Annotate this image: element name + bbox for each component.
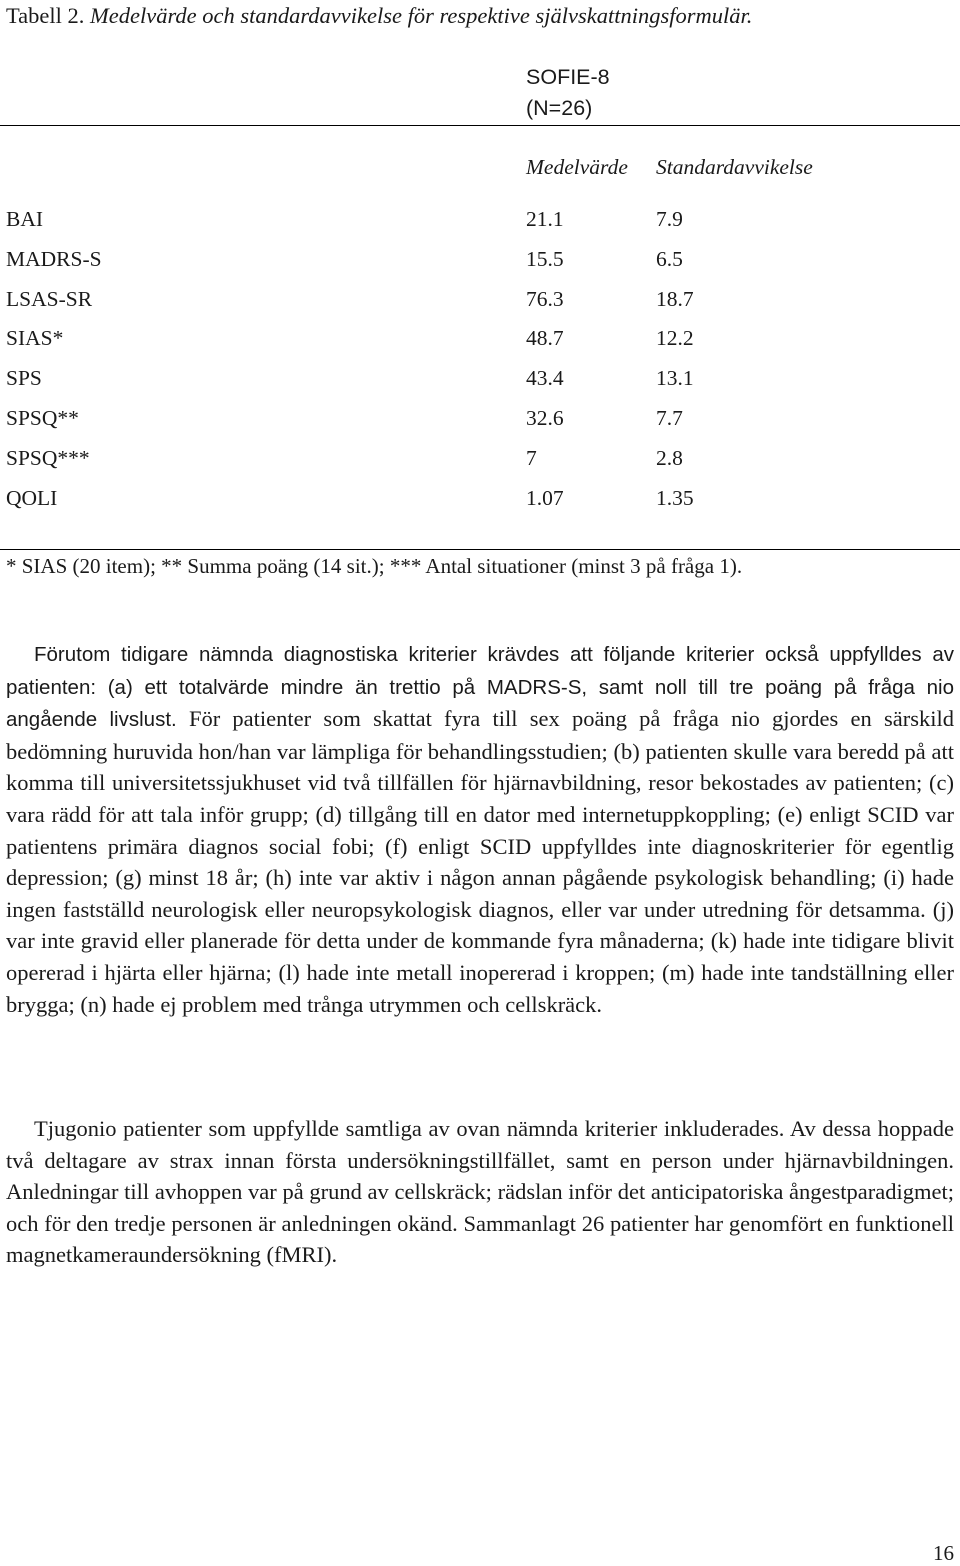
mean-cell: 21.1	[526, 207, 564, 231]
criteria-intro-text: Förutom tidigare nämnda diagnostiska kriterier krävdes att följande kriterier också uppfylldes av patienten: (a) ett totalvärde mindre än trettio på MADRS-S, samt noll till tre poäng på fråga nio angående livslust.	[6, 643, 954, 732]
sd-cell: 18.7	[656, 286, 694, 311]
column-header-sd: Standardavvikelse	[656, 155, 813, 179]
table-row	[0, 325, 960, 365]
sd-cell: 7.7	[656, 405, 683, 430]
measure-cell: SIAS*	[6, 326, 64, 351]
mean-cell: 43.4	[526, 366, 564, 391]
mean-cell: 76.3	[526, 286, 564, 311]
sd-cell: 6.5	[656, 246, 683, 271]
group-n: (N=26)	[526, 96, 593, 120]
table-row	[0, 485, 960, 525]
table-row	[0, 405, 960, 445]
table-top-rule	[0, 125, 960, 126]
sd-cell: 7.9	[656, 207, 683, 231]
mean-cell: 1.07	[526, 485, 564, 510]
table-row	[0, 365, 960, 405]
body-paragraph-criteria	[6, 638, 954, 1020]
table-caption-text: Medelvärde och standardavvikelse för respektive självskattningsformulär.	[90, 3, 753, 28]
table-row	[0, 445, 960, 485]
measure-cell: SPS	[6, 366, 42, 391]
measure-cell: LSAS-SR	[6, 286, 93, 311]
table-footnote: * SIAS (20 item); ** Summa poäng (14 sit.); *** Antal situationer (minst 3 på fråga 1).	[6, 554, 743, 578]
body-paragraph-participants: Tjugonio patienter som uppfyllde samtliga av ovan nämnda kriterier inkluderades. Av dessa hoppade två deltagare av strax innan första undersökningstillfället, samt en person under hjärnavbildningen. Anledningar till avhoppen var på grund av cellskräck; rädslan inför det anticipatoriska ångestparadigmet; och för den tredje personen är anledningen okänd. Sammanlagt 26 patienter har genomfört en funktionell magnetkameraundersökning (fMRI).	[6, 1116, 954, 1268]
measure-cell: SPSQ***	[6, 445, 90, 470]
table-row	[0, 286, 960, 326]
page-number: 16	[933, 1541, 954, 1565]
table-row	[0, 246, 960, 286]
criteria-list-text: För patienter som skattat fyra till sex poäng på fråga nio gjordes en särskild bedömning huruvida hon/han var lämpliga för behandlingsstudien; (b) patienten skulle vara beredd på att komma till universitetssjukhuset vid två tillfällen för hjärnavbildning, resor bekostades av patienten; (c) vara rädd för att tala inför grupp; (d) tillgång till en dator med internetuppkoppling; (e) enligt SCID var patientens primära diagnos social fobi; (f) enligt SCID uppfylldes inte diagnoskriterier för egentlig depression; (g) minst 18 år; (h) inte var aktiv i någon annan pågående psykologisk behandling; (i) hade ingen fastställd neurologisk eller neuropsykologisk diagnos, eller var under utredning för detsamma. (j) var inte gravid eller planerade för detta under de kommande fyra månaderna; (k) hade inte tidigare blivit opererad i hjärta eller hjärna; (l) hade inte metall inopererad i kroppen; (m) hade inte tandställning eller brygga; (n) hade ej problem med trånga utrymmen och cellskräck.	[6, 706, 954, 1017]
measure-cell: SPSQ**	[6, 405, 79, 430]
mean-cell: 48.7	[526, 326, 564, 351]
table-group-header	[526, 62, 610, 124]
column-header-mean: Medelvärde	[526, 155, 628, 179]
sd-cell: 12.2	[656, 326, 694, 351]
table-row	[0, 206, 960, 246]
table-caption	[6, 2, 752, 30]
table-body	[0, 206, 960, 524]
table-caption-label: Tabell 2.	[6, 3, 91, 28]
mean-cell: 7	[526, 445, 537, 470]
sd-cell: 2.8	[656, 445, 683, 470]
sd-cell: 13.1	[656, 366, 694, 391]
group-label: SOFIE-8	[526, 65, 610, 89]
table-bottom-rule	[0, 549, 960, 550]
mean-cell: 32.6	[526, 405, 564, 430]
measure-cell: QOLI	[6, 485, 58, 510]
measure-cell: BAI	[6, 207, 44, 231]
mean-cell: 15.5	[526, 246, 564, 271]
measure-cell: MADRS-S	[6, 246, 102, 271]
sd-cell: 1.35	[656, 485, 694, 510]
